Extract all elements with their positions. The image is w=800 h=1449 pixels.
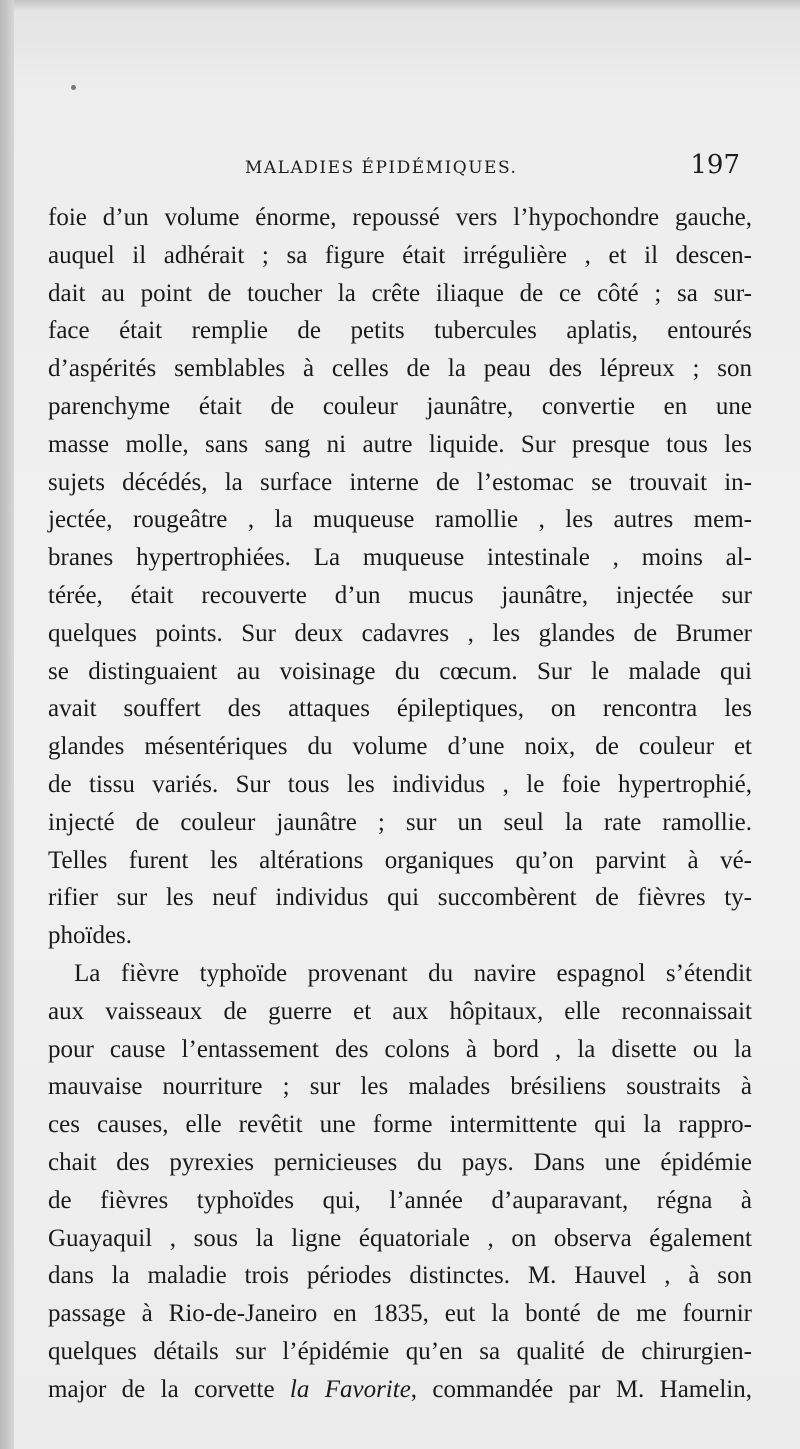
ink-speck bbox=[71, 85, 76, 90]
page-number: 197 bbox=[690, 150, 740, 180]
text-line: face était remplie de petits tubercules aplatis, entourés bbox=[48, 317, 752, 345]
page-top-edge bbox=[0, 0, 800, 10]
text-line: Guayaquil , sous la ligne équatoriale , on observa également bbox=[48, 1224, 752, 1252]
text-line: dans la maladie trois périodes distinctes. M. Hauvel , à son bbox=[48, 1262, 752, 1290]
text-line: avait souffert des attaques épileptiques, on rencontra les bbox=[48, 695, 752, 723]
ship-name-italic: la Favorite bbox=[289, 1375, 411, 1403]
text-line: quelques détails sur l’épidémie qu’en sa qualité de chirurgien- bbox=[48, 1337, 752, 1365]
text-line: quelques points. Sur deux cadavres , les glandes de Brumer bbox=[48, 619, 752, 647]
text-line: glandes mésentériques du volume d’une noix, de couleur et bbox=[48, 733, 752, 761]
text-line: mauvaise nourriture ; sur les malades brésiliens soustraits à bbox=[48, 1073, 752, 1101]
text-line: injecté de couleur jaunâtre ; sur un seul la rate ramollie. bbox=[48, 808, 752, 836]
text-line: de fièvres typhoïdes qui, l’année d’auparavant, régna à bbox=[48, 1186, 752, 1214]
text-line: se distinguaient au voisinage du cœcum. Sur le malade qui bbox=[48, 657, 752, 685]
text-line: aux vaisseaux de guerre et aux hôpitaux, elle reconnaissait bbox=[48, 997, 752, 1025]
text-line: d’aspérités semblables à celles de la peau des lépreux ; son bbox=[48, 355, 752, 383]
text-fragment: , commandée par M. Hamelin, bbox=[410, 1375, 752, 1403]
text-line: masse molle, sans sang ni autre liquide. Sur presque tous les bbox=[48, 430, 752, 458]
body-text bbox=[48, 199, 752, 1409]
text-line: jectée, rougeâtre , la muqueuse ramollie , les autres mem- bbox=[48, 506, 752, 534]
text-line: chait des pyrexies pernicieuses du pays. Dans une épidémie bbox=[48, 1148, 752, 1176]
page-left-edge bbox=[0, 0, 14, 1449]
running-title: MALADIES ÉPIDÉMIQUES. bbox=[245, 158, 518, 178]
page-header bbox=[48, 150, 742, 190]
text-line: ces causes, elle revêtit une forme intermittente qui la rappro- bbox=[48, 1111, 752, 1139]
text-line: de tissu variés. Sur tous les individus , le foie hypertrophié, bbox=[48, 770, 752, 798]
text-line: sujets décédés, la surface interne de l’estomac se trouvait in- bbox=[48, 468, 752, 496]
text-line: parenchyme était de couleur jaunâtre, convertie en une bbox=[48, 392, 752, 420]
text-line: térée, était recouverte d’un mucus jaunâtre, injectée sur bbox=[48, 581, 752, 609]
paragraph-start-line: La fièvre typhoïde provenant du navire espagnol s’étendit bbox=[74, 959, 752, 987]
text-line: foie d’un volume énorme, repoussé vers l’hypochondre gauche, bbox=[48, 204, 752, 231]
text-line: pour cause l’entassement des colons à bord , la disette ou la bbox=[48, 1035, 752, 1063]
text-line: auquel il adhérait ; sa figure était irrégulière , et il descen- bbox=[48, 241, 752, 269]
text-fragment: major de la corvette bbox=[48, 1375, 290, 1403]
text-line: rifier sur les neuf individus qui succombèrent de fièvres ty- bbox=[48, 884, 752, 912]
text-line: dait au point de toucher la crête iliaque de ce côté ; sa sur- bbox=[48, 279, 752, 307]
paragraph-end-line: phoïdes. bbox=[48, 922, 133, 950]
text-line-with-italic-title bbox=[48, 1371, 752, 1409]
text-line: passage à Rio-de-Janeiro en 1835, eut la bonté de me fournir bbox=[48, 1300, 752, 1328]
text-line: Telles furent les altérations organiques qu’on parvint à vé- bbox=[48, 846, 752, 874]
text-line: branes hypertrophiées. La muqueuse intestinale , moins al- bbox=[48, 544, 752, 572]
